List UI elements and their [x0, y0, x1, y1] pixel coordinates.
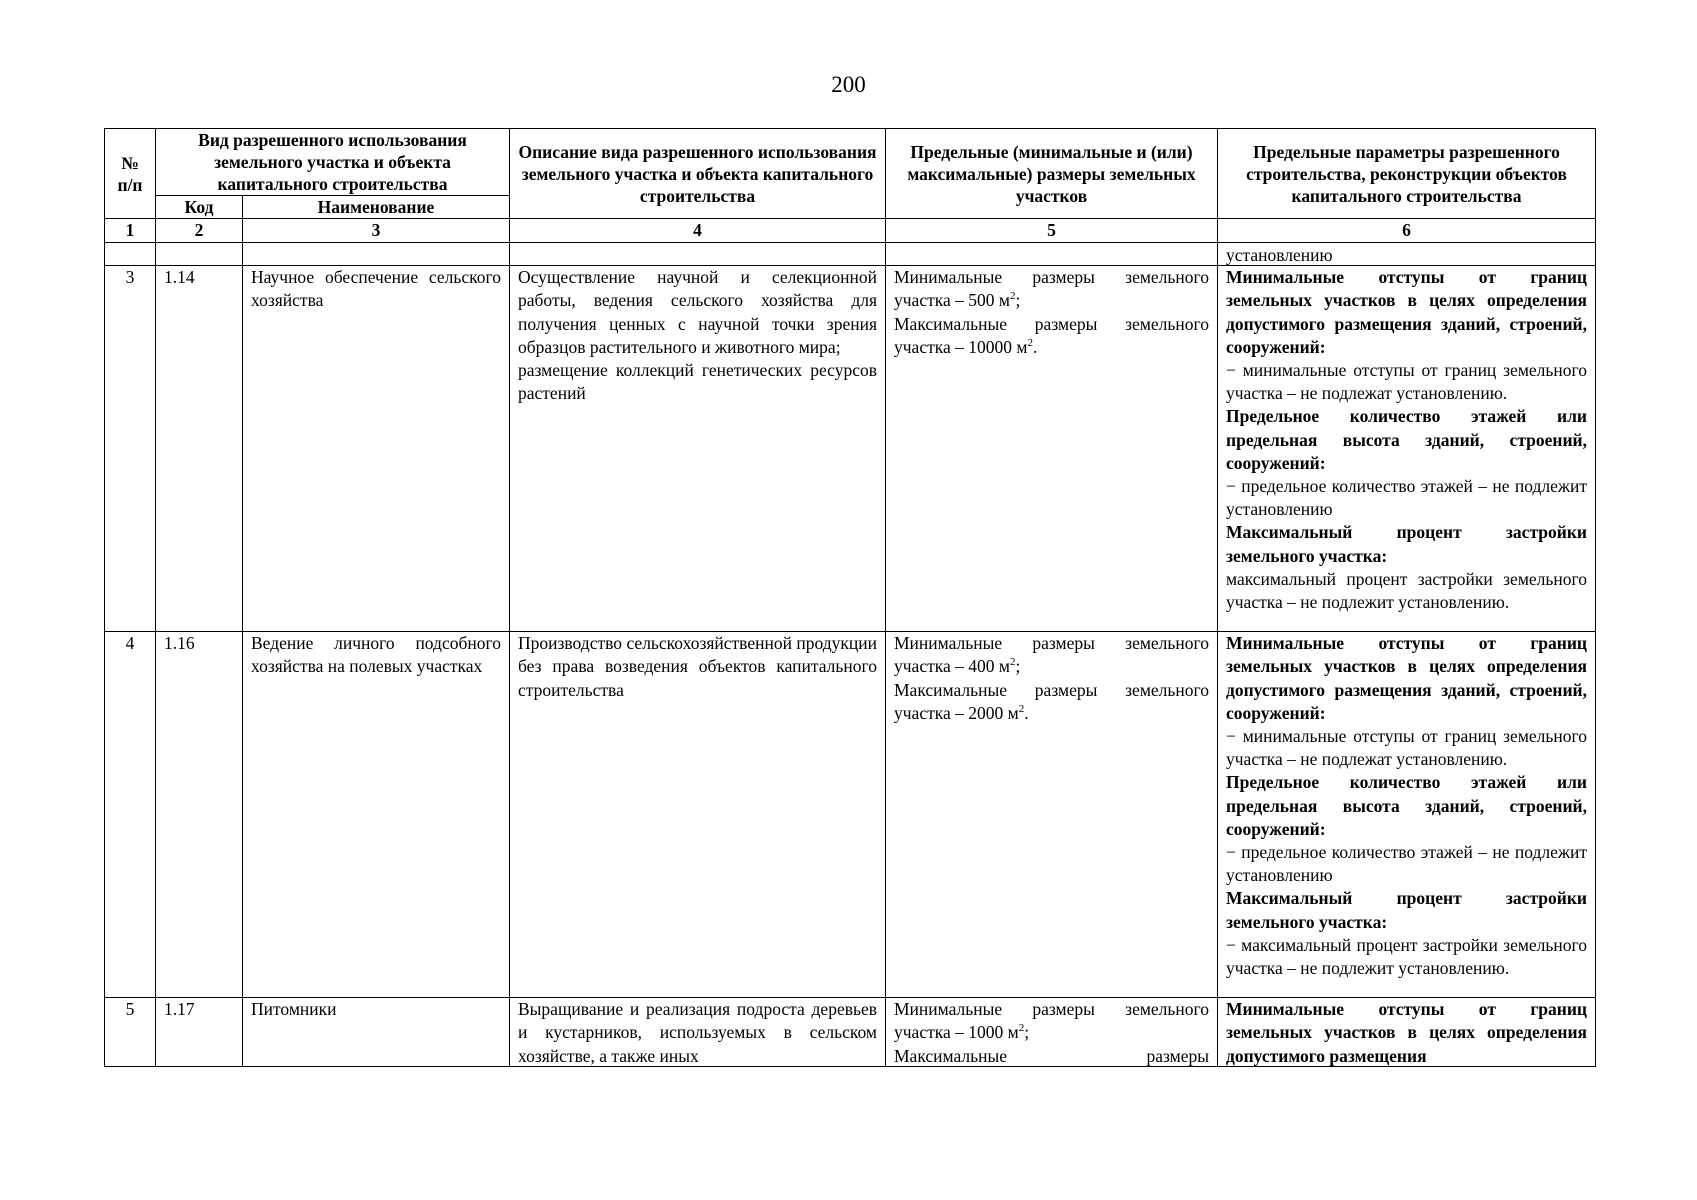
row-sizes [886, 266, 1218, 632]
column-number: 4 [510, 219, 886, 243]
header-description: Описание вида разрешенного использования земельного участка и объекта капитального строительства [510, 129, 886, 219]
row-description [510, 266, 886, 632]
param-heading: Максимальный процент застройки земельного участка: [1226, 522, 1587, 566]
row-description [510, 998, 886, 1067]
row-name: Питомники [243, 998, 510, 1067]
continuation-text: установлению [1218, 243, 1596, 266]
param-heading: Минимальные отступы от границ земельных участков в целях определения допустимого размещения зданий, строений, сооружений: [1226, 267, 1587, 357]
row-name: Ведение личного подсобного хозяйства на полевых участках [243, 632, 510, 998]
header-code: Код [156, 196, 243, 219]
min-size: Минимальные размеры земельного участка – 500 $м^2$; [894, 267, 1209, 311]
row-params [1218, 632, 1596, 998]
header-use-type: Вид разрешенного использования земельного участка и объекта капитального строительства [156, 129, 510, 196]
description-paragraph: Выращивание и реализация подроста деревьев и кустарников, используемых в сельском хозяйстве, а также иных [518, 999, 877, 1066]
row-code: 1.17 [156, 998, 243, 1067]
param-value: − минимальные отступы от границ земельного участка – не подлежат установлению. [1226, 726, 1587, 770]
max-size: Максимальные размеры земельного участка – 10000 $м^2$. [894, 313, 1209, 357]
header-name: Наименование [243, 196, 510, 219]
row-description [510, 632, 886, 998]
row-name: Научное обеспечение сельского хозяйства [243, 266, 510, 632]
row-params [1218, 998, 1596, 1067]
param-heading: Предельное количество этажей или предельная высота зданий, строений, сооружений: [1226, 406, 1587, 473]
column-number: 6 [1218, 219, 1596, 243]
column-number: 3 [243, 219, 510, 243]
description-paragraph: Осуществление научной и селекционной работы, ведения сельского хозяйства для получения ценных с научной точки зрения образцов растительного и животного мира; [518, 267, 877, 357]
row-code: 1.14 [156, 266, 243, 632]
row-code: 1.16 [156, 632, 243, 998]
param-value: − предельное количество этажей – не подлежит установлению [1226, 476, 1587, 520]
row-params [1218, 266, 1596, 632]
row-number: 4 [105, 632, 156, 998]
row-number: 5 [105, 998, 156, 1067]
min-size: Минимальные размеры земельного участка – 1000 $м^2$; [894, 999, 1209, 1043]
header-sizes: Предельные (минимальные и (или) максимальные) размеры земельных участков [886, 129, 1218, 219]
header-num: № п/п [105, 129, 156, 219]
description-paragraph: размещение коллекций генетических ресурсов растений [518, 360, 877, 404]
param-value: − минимальные отступы от границ земельного участка – не подлежат установлению. [1226, 360, 1587, 404]
max-size: Максимальные размеры [894, 1045, 1209, 1066]
param-heading: Минимальные отступы от границ земельных участков в целях определения допустимого размещения зданий, строений, сооружений: [1226, 633, 1587, 723]
max-size: Максимальные размеры земельного участка – 2000 $м^2$. [894, 679, 1209, 723]
table-row [105, 998, 1596, 1067]
column-number: 5 [886, 219, 1218, 243]
param-value: − предельное количество этажей – не подлежит установлению [1226, 842, 1587, 886]
param-value: − максимальный процент застройки земельного участка – не подлежит установлению. [1226, 934, 1587, 979]
row-sizes [886, 632, 1218, 998]
param-heading: Предельное количество этажей или предельная высота зданий, строений, сооружений: [1226, 772, 1587, 839]
description-paragraph: Производство сельскохозяйственной продукции без права возведения объектов капитального строительства [518, 633, 877, 700]
table-row [105, 632, 1596, 998]
column-number: 1 [105, 219, 156, 243]
param-heading: Максимальный процент застройки земельного участка: [1226, 888, 1587, 932]
page-number: 200 [831, 72, 866, 97]
table-row [105, 266, 1596, 632]
regulations-table [104, 128, 1596, 1067]
column-number: 2 [156, 219, 243, 243]
row-number: 3 [105, 266, 156, 632]
header-params: Предельные параметры разрешенного строительства, реконструкции объектов капитального строительства [1218, 129, 1596, 219]
row-sizes [886, 998, 1218, 1067]
param-heading: Минимальные отступы от границ земельных участков в целях определения допустимого размещения [1226, 999, 1587, 1066]
min-size: Минимальные размеры земельного участка – 400 $м^2$; [894, 633, 1209, 677]
param-value: максимальный процент застройки земельного участка – не подлежит установлению. [1226, 568, 1587, 613]
continuation-row [105, 243, 1596, 266]
column-numbers-row [105, 219, 1596, 243]
